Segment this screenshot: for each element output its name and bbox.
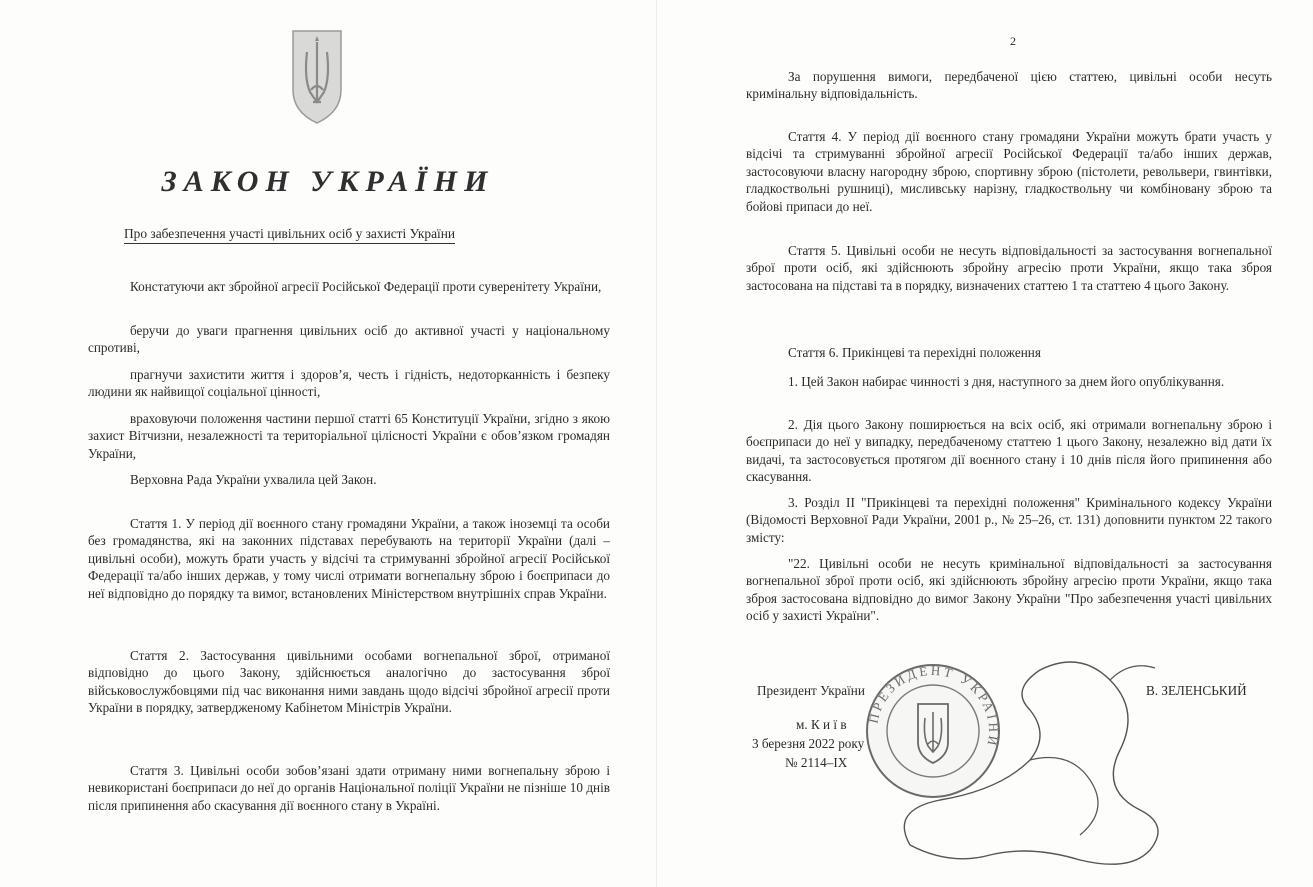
law-title: ЗАКОН УКРАЇНИ [161,165,495,198]
article-2: Стаття 2. Застосування цивільними особами вогнепальної зброї, отриманої відповідно до цього Закону, здійснюється аналогічно до застосування зброї військовослужбовцями під час виконання ними завдань щодо відсічі збройної агресії проти України в порядку, затвердженому Кабінетом Міністрів України. [88,648,610,716]
signing-date: 3 березня 2022 року [752,736,865,751]
article-5: Стаття 5. Цивільні особи не несуть відповідальності за застосування вогнепальної зброї проти осіб, які здійснюють збройну агресію проти України, якщо така зброя застосована на підставі та в порядку, визначених статтею 1 та статтею 4 цього Закону. [746,243,1272,293]
preamble-paragraph: беручи до уваги прагнення цивільних осіб до активної участі у національному спротиві, [88,323,610,356]
preamble-paragraph: прагнучи захистити життя і здоров’я, честь і гідність, недоторканність і безпеку людини як найвищої соціальної цінності, [88,367,610,400]
preamble-paragraph: Верховна Рада України ухвалила цей Закон. [130,472,377,487]
coat-of-arms-icon [290,28,344,126]
law-subtitle: Про забезпечення участі цивільних осіб у захисті України [124,226,455,244]
article-3-continuation: За порушення вимоги, передбаченої цією статтею, цивільні особи несуть кримінальну відповідальність. [746,69,1272,102]
article-3: Стаття 3. Цивільні особи зобов’язані здати отриману ними вогнепальну зброю і невикористані боєприпаси до неї до органів Національної поліції України не пізніше 10 днів після припинення або скасування дії воєнного стану в Україні. [88,763,610,813]
seal-text: ПРЕЗИДЕНТ УКРАЇНИ [865,662,1002,750]
article-6-heading: Стаття 6. Прикінцеві та перехідні положення [788,345,1041,360]
preamble-paragraph: враховуючи положення частини першої статті 65 Конституції України, згідно з якою захист Вітчизни, незалежності та територіальної цілісності України є обов’язком громадян України, [88,411,610,461]
law-number: № 2114–IX [785,755,848,770]
page-number: 2 [1010,34,1016,48]
signatory-role: Президент України [757,683,865,698]
handwritten-signature [880,640,1180,880]
article-6-item: 3. Розділ ІІ "Прикінцеві та перехідні положення" Кримінального кодексу України (Відомості Верховної Ради України, 2001 р., № 25–26, ст. 131) доповнити пунктом 22 такого змісту: [746,495,1272,545]
article-1: Стаття 1. У період дії воєнного стану громадяни України, а також іноземці та особи без громадянства, які на законних підставах перебувають на території України (далі – цивільні особи), можуть брати участь у відсічі та стримуванні збройної агресії Російської Федерації та/або інших держав, у тому числі отримати вогнепальну зброю і боєприпаси до неї відповідно до порядку та вимог, встановлених Міністерством внутрішніх справ України. [88,516,610,601]
signatory-name: В. ЗЕЛЕНСЬКИЙ [1146,683,1247,698]
signing-place: м. К и ї в [796,717,847,732]
preamble-paragraph: Констатуючи акт збройної агресії Російської Федерації проти суверенітету України, [130,279,602,294]
article-6-item: 1. Цей Закон набирає чинності з дня, наступного за днем його опублікування. [788,374,1225,389]
article-6-item: 2. Дія цього Закону поширюється на всіх осіб, які отримали вогнепальну зброю і боєприпаси до неї у випадку, передбаченому статтею 1 цього Закону, незалежно від дати їх видачі, та застосовується протягом дії воєнного стану і 10 днів після його припинення або скасування. [746,417,1272,485]
article-6-item: "22. Цивільні особи не несуть кримінальної відповідальності за застосування вогнепальної зброї проти осіб, які здійснюють збройну агресію проти України, якщо така зброя застосована відповідно до вимог Закону України "Про забезпечення участі цивільних осіб у захисті України". [746,556,1272,624]
article-4: Стаття 4. У період дії воєнного стану громадяни України можуть брати участь у відсічі та стримуванні збройної агресії Російської Федерації та/або інших держав, застосовуючи власну нагородну зброю, спортивну зброю (пістолети, револьвери, гвинтівки, гладкоствольні рушниці), мисливську нарізну, гладкоствольну чи комбіновану зброю та бойові припаси до неї. [746,129,1272,214]
